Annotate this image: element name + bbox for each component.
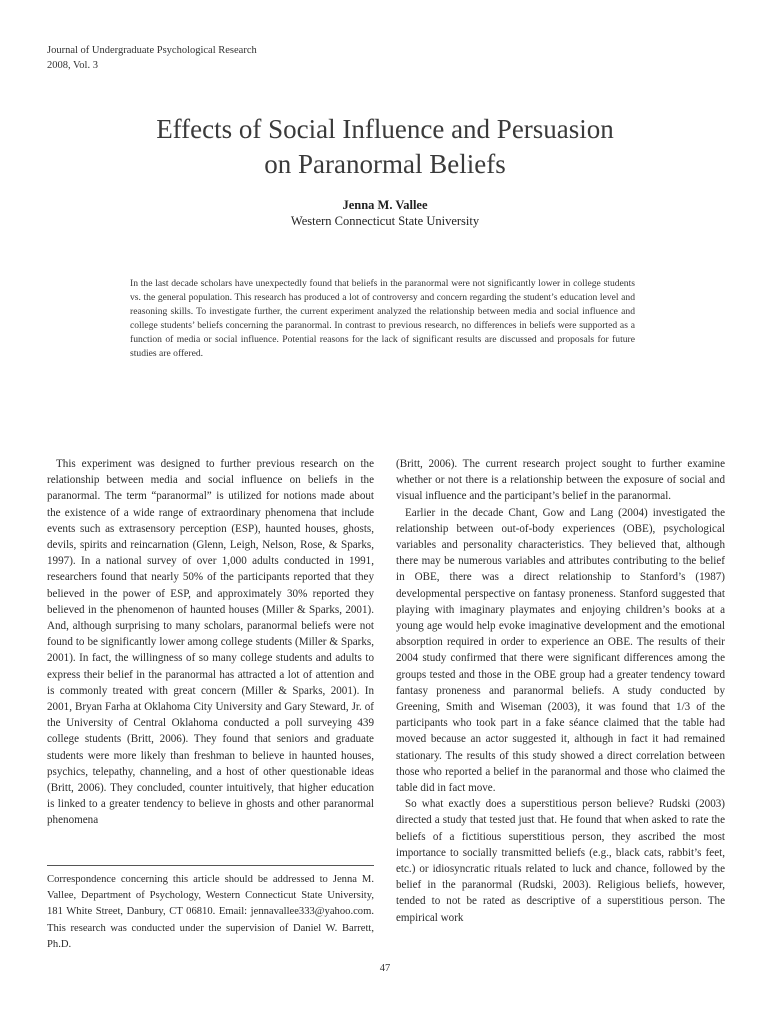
page-number: 47 [379, 963, 391, 974]
body-column-left [47, 456, 374, 829]
correspondence-footnote: Correspondence concerning this article should be addressed to Jenna M. Vallee, Department of Psychology, Western Connecticut State University, 181 White Street, Danbury, CT 06810. Email: jennavallee333@yahoo.com. This research was conducted under the supervision of Daniel W. Barrett, Ph.D. [47, 874, 374, 950]
journal-header [47, 43, 257, 73]
body-paragraph: This experiment was designed to further previous research on the relationship between media and social influence on beliefs in the paranormal. The term “paranormal” is utilized for notions made about the existence of a wide range of extraordinary phenomena that include events such as extrasensory perception (ESP), haunted houses, ghosts, devils, spirits and reincarnation (Glenn, Leigh, Nelson, Rose, & Sparks, 1997). In a national survey of over 1,000 adults conducted in 1991, researchers found that nearly 50% of the participants reported that they believed in the power of ESP, and approximately 30% reported they believed in the phenomenon of haunted houses (Miller & Sparks, 2001). And, although surprising to many scholars, paranormal beliefs were not found to be significantly lower among college students (Miller & Sparks, 2001). In fact, the willingness of so many college students and adults to express their belief in the paranormal has attracted a lot of attention and is commonly treated with great concern (Miller & Sparks, 2001). In 2001, Bryan Farha at Oklahoma City University and Gary Steward, Jr. of the University of Central Oklahoma conducted a poll surveying 439 college students (Britt, 2006). They found that seniors and graduate students were more likely than freshman to believe in haunted houses, psychics, telepathy, channeling, and a host of other questionable ideas (Britt, 2006). They concluded, counter intuitively, that higher education is linked to a greater tendency to believe in ghosts and other paranormal phenomena [47, 458, 374, 827]
body-paragraph: So what exactly does a superstitious person believe? Rudski (2003) directed a study that tested just that. He found that when asked to rate the beliefs of a fictitious superstitious person, they ascribed the most importance to socially transmitted beliefs (e.g., black cats, rabbit’s feet, etc.) or idiosyncratic rituals related to luck and chance, followed by the belief in the paranormal (Rudski, 2003). Religious beliefs, however, tended to not be rated as descriptive of a superstitious person. The empirical work [396, 798, 725, 924]
body-paragraph: (Britt, 2006). The current research project sought to further examine whether or not there is a relationship between the exposure of social and visual influence and the participant’s belief in the paranormal. [396, 458, 725, 503]
author-name: Jenna M. Vallee [342, 198, 428, 212]
journal-name: Journal of Undergraduate Psychological Research [47, 45, 257, 56]
paper-title-line-1: Effects of Social Influence and Persuasion [156, 114, 614, 144]
journal-volume: 2008, Vol. 3 [47, 60, 98, 71]
abstract: In the last decade scholars have unexpectedly found that beliefs in the paranormal were not significantly lower in college students vs. the general population. This research has produced a lot of controversy and concern regarding the student’s education level and reasoning skills. To investigate further, the current experiment analyzed the relationship between media and social influence and college students’ beliefs concerning the paranormal. In contrast to previous research, no differences in beliefs were supported as a function of media or social influence. Potential reasons for the lack of significant results are discussed and proposals for future studies are offered. [130, 278, 635, 359]
author-affiliation: Western Connecticut State University [290, 214, 480, 228]
body-column-right [396, 456, 725, 926]
paper-title [0, 112, 770, 182]
body-paragraph: Earlier in the decade Chant, Gow and Lang (2004) investigated the relationship between out-of-body experiences (OBE), psychological variables and personality characteristics. They believed that, although there may be numerous variables and attributes contributing to the belief in OBE, there was a direct relationship to Stanford’s (1987) developmental perspective on fantasy proneness. Stanford suggested that playing with imaginary playmates and enjoying children’s books at a young age would help evoke imaginative development and the emotional absorption required in order to experience an OBE. The results of their 2004 study confirmed that there were significant differences among the groups tested and those in the OBE group had a greater tendency toward fantasy proneness and paranormal beliefs. A study conducted by Greening, Smith and Wiseman (2003), it was found that 1/3 of the participants who took part in a fake séance claimed that the table had moved because an actor suggested it, although in fact it had remained stationary. The results of this study showed a direct correlation between those who reported a belief in the paranormal and those who claimed the table did in fact move. [396, 506, 725, 795]
footnote-divider [47, 865, 374, 866]
paper-title-line-2: on Paranormal Beliefs [264, 149, 506, 179]
